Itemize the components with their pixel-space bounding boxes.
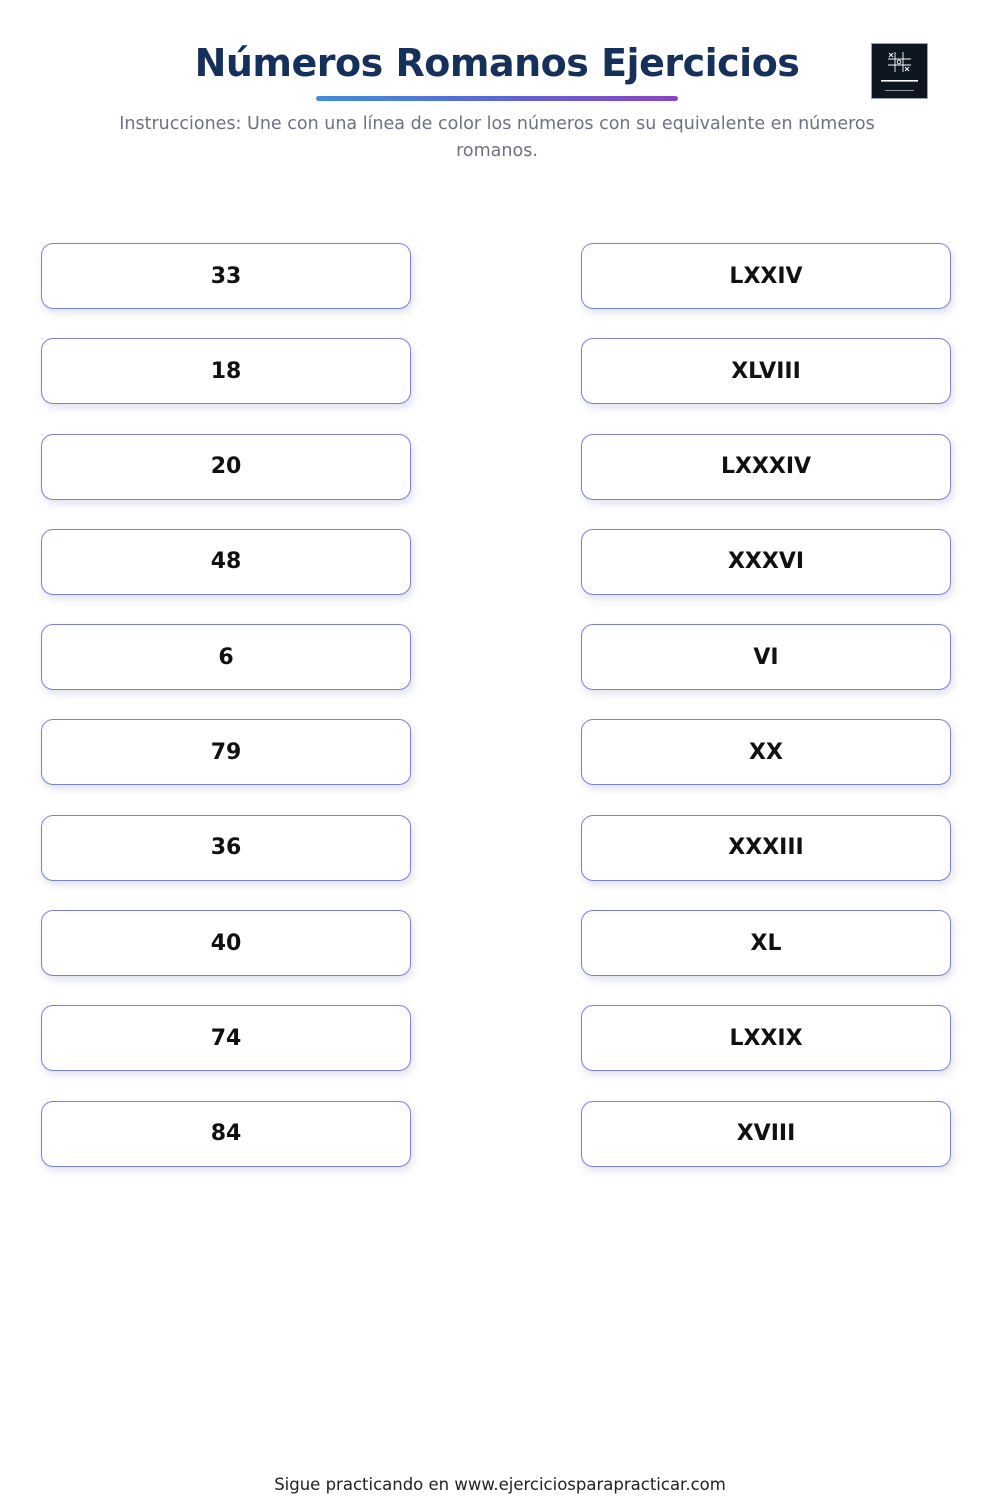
title-underline <box>316 96 678 101</box>
number-box[interactable]: 6 <box>41 624 411 690</box>
roman-numeral-box[interactable]: LXXIX <box>581 1005 951 1071</box>
number-box[interactable]: 79 <box>41 719 411 785</box>
roman-numeral-box[interactable]: XX <box>581 719 951 785</box>
roman-numeral-box[interactable]: LXXXIV <box>581 434 951 500</box>
number-box[interactable]: 40 <box>41 910 411 976</box>
numbers-column <box>41 243 411 1196</box>
instructions-text: Instrucciones: Une con una línea de color los números con su equivalente en números romanos. <box>119 114 875 161</box>
number-box[interactable]: 48 <box>41 529 411 595</box>
number-box[interactable]: 74 <box>41 1005 411 1071</box>
number-box[interactable]: 33 <box>41 243 411 309</box>
tic-tac-toe-logo-icon <box>871 43 928 99</box>
roman-numeral-box[interactable]: XL <box>581 910 951 976</box>
roman-numeral-box[interactable]: XXXVI <box>581 529 951 595</box>
number-box[interactable]: 20 <box>41 434 411 500</box>
roman-numeral-box[interactable]: LXXIV <box>581 243 951 309</box>
roman-numeral-box[interactable]: VI <box>581 624 951 690</box>
worksheet-header <box>0 38 1000 165</box>
number-box[interactable]: 84 <box>41 1101 411 1167</box>
roman-numeral-box[interactable]: XLVIII <box>581 338 951 404</box>
footer-text: Sigue practicando en www.ejerciciosparapracticar.com <box>274 1475 726 1494</box>
number-box[interactable]: 36 <box>41 815 411 881</box>
roman-numerals-column <box>581 243 951 1196</box>
number-box[interactable]: 18 <box>41 338 411 404</box>
roman-numeral-box[interactable]: XXXIII <box>581 815 951 881</box>
roman-numeral-box[interactable]: XVIII <box>581 1101 951 1167</box>
page-title: Números Romanos Ejercicios <box>194 41 800 85</box>
